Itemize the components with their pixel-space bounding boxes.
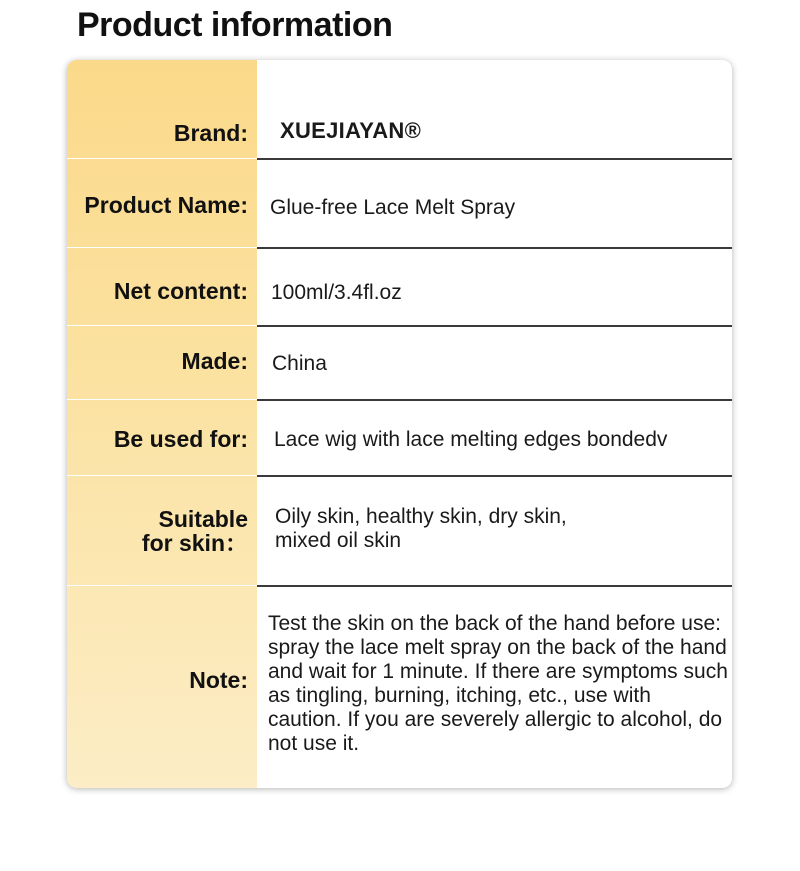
note-value: Test the skin on the back of the hand before use: spray the lace melt spray on the back of the hand and wait for 1 minute. If there are symptoms such as tingling, burning, itching, etc., use with caution. If you are severely allergic to alcohol, do not use it.	[268, 612, 728, 755]
brand-label: Brand:	[173, 120, 248, 146]
suitable-skin-value-line1: Oily skin, healthy skin, dry skin,	[275, 505, 567, 528]
page-title: Product information	[77, 6, 393, 44]
made-label: Made:	[181, 348, 248, 374]
brand-value: XUEJIAYAN®	[280, 118, 422, 143]
used-for-label: Be used for:	[113, 426, 248, 452]
net-content-value: 100ml/3.4fl.oz	[271, 281, 402, 304]
used-for-value: Lace wig with lace melting edges bondedv	[274, 428, 668, 451]
row-divider	[67, 158, 732, 159]
row-divider	[67, 325, 732, 326]
row-divider	[67, 247, 732, 248]
suitable-skin-label-line2: for skin：	[141, 530, 248, 556]
suitable-skin-label-line1: Suitable	[158, 506, 248, 532]
suitable-skin-value-line2: mixed oil skin	[275, 529, 402, 552]
note-label: Note:	[189, 667, 248, 693]
product-name-label: Product Name:	[84, 192, 248, 218]
product-name-value: Glue-free Lace Melt Spray	[270, 196, 516, 219]
row-divider	[67, 585, 732, 586]
product-info-table	[67, 60, 732, 788]
made-value: China	[272, 352, 327, 375]
row-divider	[67, 399, 732, 400]
row-divider	[67, 475, 732, 476]
net-content-label: Net content:	[113, 278, 248, 304]
